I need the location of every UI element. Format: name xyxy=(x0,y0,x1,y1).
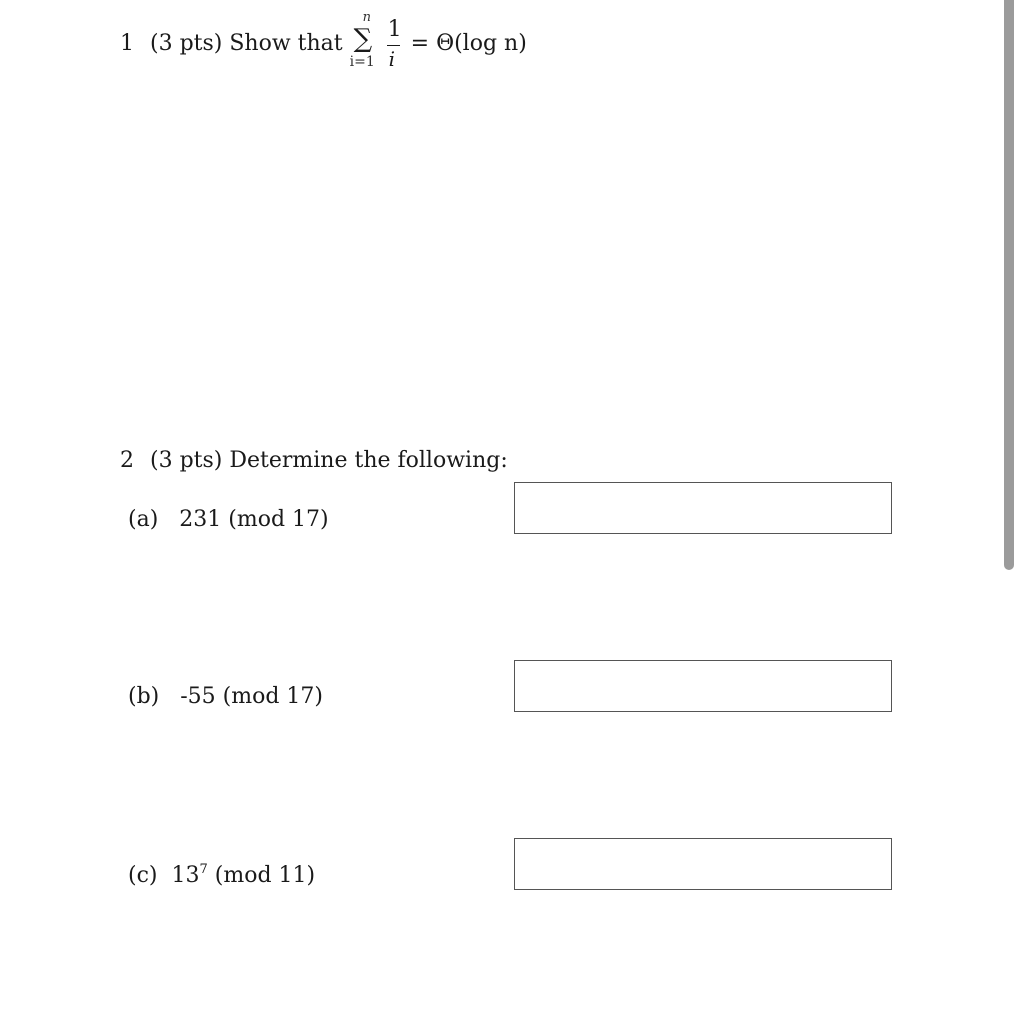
answer-box-c[interactable] xyxy=(514,838,892,890)
part-b-letter: (b) xyxy=(128,684,160,709)
part-c-modulus: (mod 11) xyxy=(214,863,316,888)
part-b-expression: -55 (mod 17) xyxy=(180,684,323,709)
part-a xyxy=(128,507,329,532)
question-2-label: (3 pts) Determine the following: xyxy=(150,448,508,473)
theta-log-n: = Θ(log n) xyxy=(410,31,527,56)
part-b xyxy=(128,684,323,709)
sum-upper-limit: n xyxy=(362,10,372,25)
answer-box-b[interactable] xyxy=(514,660,892,712)
scrollbar-thumb[interactable] xyxy=(1004,0,1014,570)
fraction-one-over-i xyxy=(386,15,404,73)
fraction-numerator: 1 xyxy=(387,17,402,42)
summation-symbol xyxy=(349,10,386,74)
fraction-denominator: i xyxy=(388,47,396,71)
part-c-letter: (c) xyxy=(128,863,158,888)
part-c xyxy=(128,862,315,888)
part-a-expression: 231 (mod 17) xyxy=(179,507,329,532)
part-c-exponent: 7 xyxy=(199,862,208,877)
fraction-bar xyxy=(387,45,400,46)
question-1-label: (3 pts) Show that xyxy=(150,31,343,56)
part-c-base: 13 xyxy=(171,863,200,888)
answer-box-a[interactable] xyxy=(514,482,892,534)
question-1 xyxy=(120,10,527,74)
sigma-glyph: ∑ xyxy=(353,24,373,54)
question-2 xyxy=(120,448,508,473)
question-1-number: 1 xyxy=(120,31,134,56)
sum-lower-limit: i=1 xyxy=(349,54,375,70)
question-2-number: 2 xyxy=(120,448,134,473)
part-a-letter: (a) xyxy=(128,507,159,532)
